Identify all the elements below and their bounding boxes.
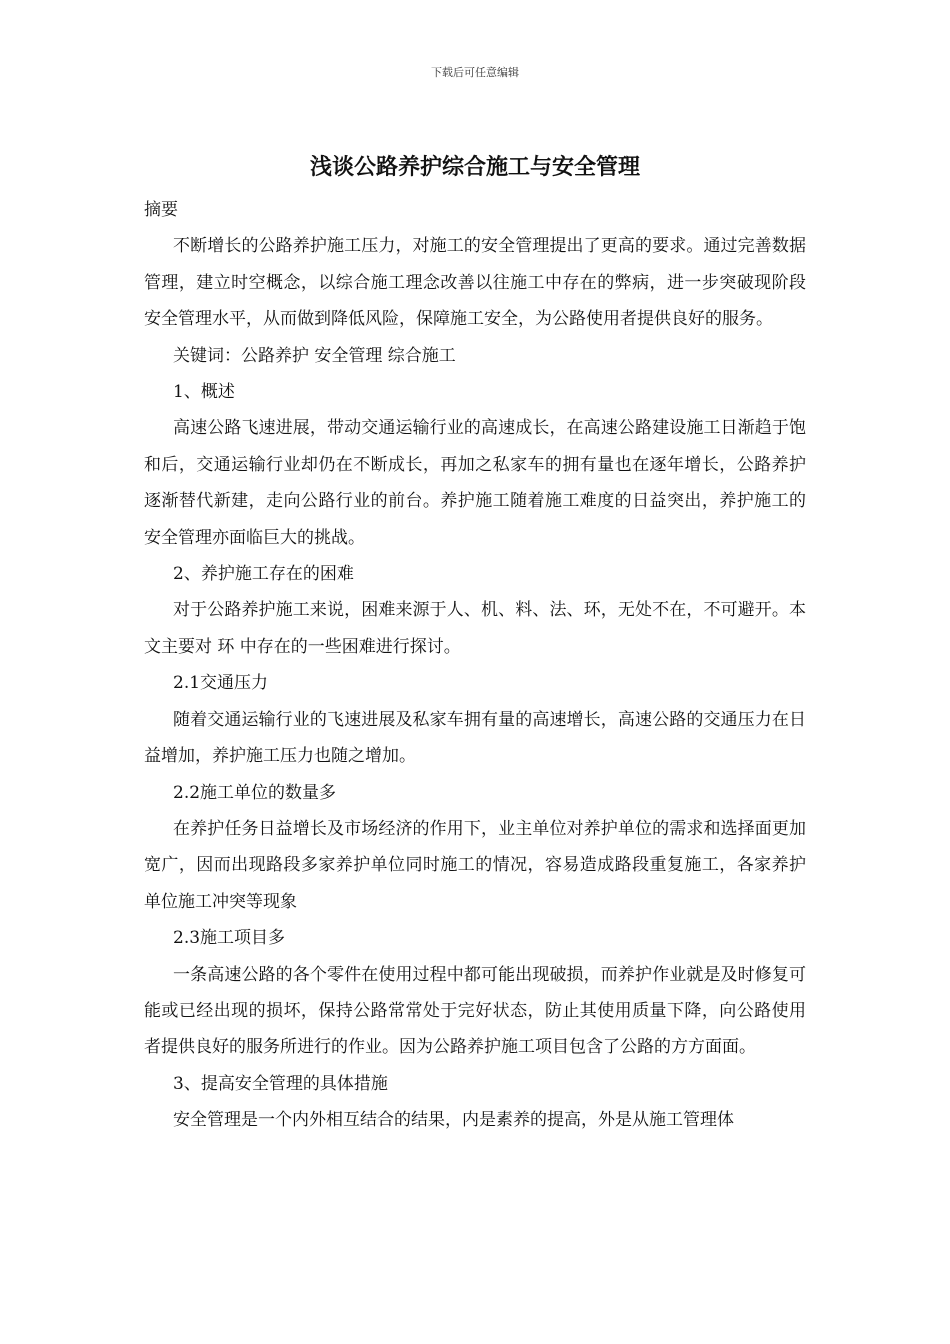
section-paragraph: 安全管理是一个内外相互结合的结果，内是素养的提高，外是从施工管理体	[173, 1110, 734, 1131]
section-paragraph: 一条高速公路的各个零件在使用过程中都可能出现破损，而养护作业就是及时修复可能或已经出现的损坏，保持公路常常处于完好状态，防止其使用质量下降，向公路使用者提供良好的服务所进行的作业。因为公路养护施工项目包含了公路的方方面面。	[144, 964, 806, 1058]
section-heading: 2、养护施工存在的困难	[173, 564, 354, 585]
section-paragraph: 在养护任务日益增长及市场经济的作用下，业主单位对养护单位的需求和选择面更加宽广，因而出现路段多家养护单位同时施工的情况，容易造成路段重复施工，各家养护单位施工冲突等现象	[144, 818, 806, 912]
section-heading: 3、提高安全管理的具体措施	[173, 1073, 388, 1094]
keywords-line: 关键词：公路养护 安全管理 综合施工	[173, 345, 456, 366]
section-paragraph: 高速公路飞速进展，带动交通运输行业的高速成长，在高速公路建设施工日渐趋于饱和后，交通运输行业却仍在不断成长，再加之私家车的拥有量也在逐年增长，公路养护逐渐替代新建，走向公路行业的前台。养护施工随着施工难度的日益突出，养护施工的安全管理亦面临巨大的挑战。	[144, 418, 806, 548]
abstract-heading: 摘要	[144, 200, 178, 220]
abstract-paragraph: 不断增长的公路养护施工压力，对施工的安全管理提出了更高的要求。通过完善数据管理，建立时空概念，以综合施工理念改善以往施工中存在的弊病，进一步突破现阶段安全管理水平，从而做到降低风险，保障施工安全，为公路使用者提供良好的服务。	[144, 236, 806, 330]
subsection-heading: 2.3施工项目多	[173, 928, 286, 949]
header-note: 下载后可任意编辑	[431, 66, 519, 79]
document-body	[144, 192, 806, 1139]
document-title: 浅谈公路养护综合施工与安全管理	[309, 154, 640, 180]
section-paragraph: 随着交通运输行业的飞速进展及私家车拥有量的高速增长，高速公路的交通压力在日益增加，养护施工压力也随之增加。	[144, 709, 806, 767]
section-heading: 1、概述	[173, 382, 235, 403]
subsection-heading: 2.2施工单位的数量多	[173, 782, 337, 803]
subsection-heading: 2.1交通压力	[173, 673, 269, 694]
section-paragraph: 对于公路养护施工来说，困难来源于人、机、料、法、环，无处不在，不可避开。本文主要对 环 中存在的一些困难进行探讨。	[144, 600, 806, 657]
